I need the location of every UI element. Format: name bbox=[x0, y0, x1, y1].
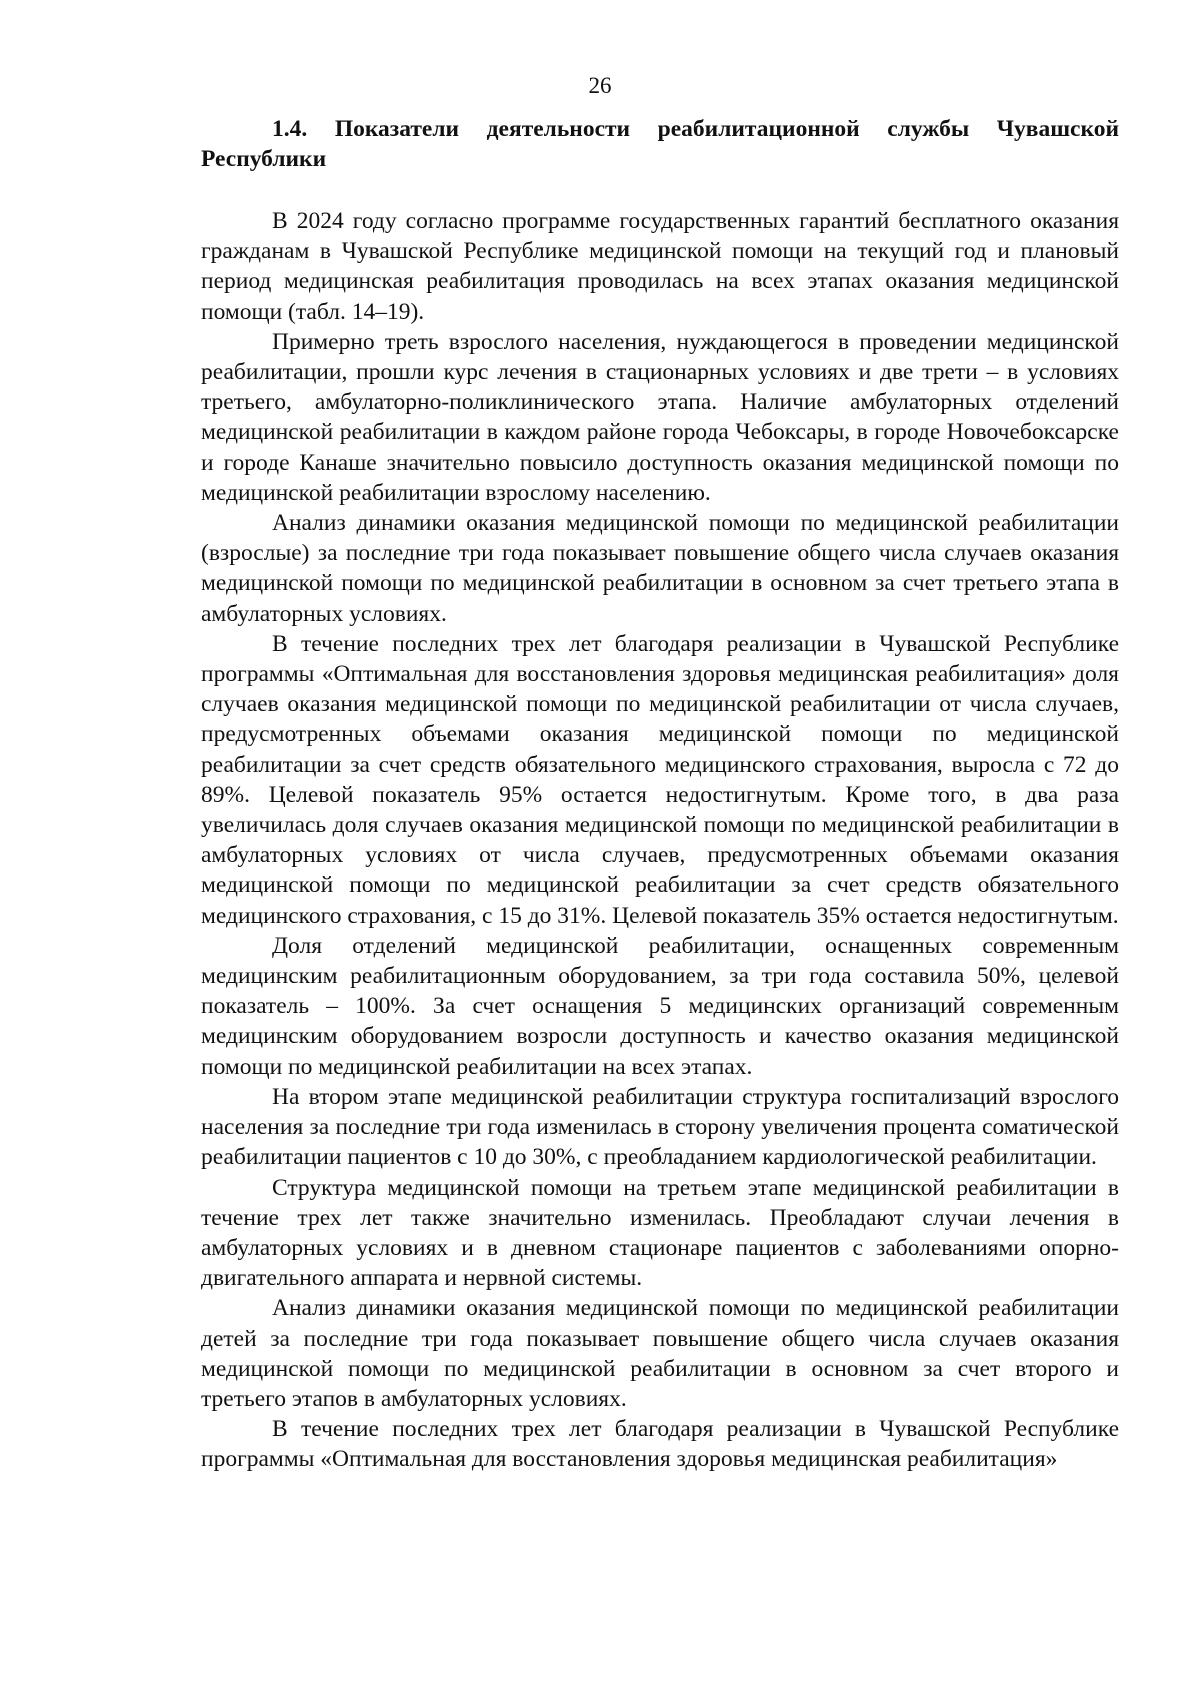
paragraph-8: Анализ динамики оказания медицинской помощи по медицинской реабилитации детей за последние три года показывает повышение общего числа случаев оказания медицинской помощи по медицинской реабилитации в основном за счет второго и третьего этапов в амбулаторных условиях. bbox=[201, 1295, 1119, 1412]
paragraph-6: На втором этапе медицинской реабилитации структура госпитализаций взрослого населения за последние три года изменилась в сторону увеличения процента соматической реабилитации пациентов с 10 до 30%, с преобладанием кардиологической реабилитации. bbox=[201, 1083, 1119, 1171]
paragraph-5: Доля отделений медицинской реабилитации, оснащенных современным медицинским реабилитационным оборудованием, за три года составила 50%, целевой показатель – 100%. За счет оснащения 5 медицинских организаций современным медицинским оборудованием возросли доступность и качество оказания медицинской помощи по медицинской реабилитации на всех этапах. bbox=[201, 932, 1119, 1080]
page-content bbox=[201, 114, 1119, 1475]
body-text bbox=[201, 206, 1119, 1475]
paragraph-1: В 2024 году согласно программе государственных гарантий бесплатного оказания гражданам в Чувашской Республике медицинской помощи на текущий год и плановый период медицинская реабилитация проводилась на всех этапах оказания медицинской помощи (табл. 14–19). bbox=[201, 208, 1119, 325]
paragraph-7: Структура медицинской помощи на третьем этапе медицинской реабилитации в течение трех лет также значительно изменилась. Преобладают случаи лечения в амбулаторных условиях и в дневном стационаре пациентов с заболеваниями опорно-двигательного аппарата и нервной системы. bbox=[201, 1174, 1119, 1292]
paragraph-2: Примерно треть взрослого населения, нуждающегося в проведении медицинской реабилитации, прошли курс лечения в стационарных условиях и две трети – в условиях третьего, амбулаторно-поликлинического этапа. Наличие амбулаторных отделений медицинской реабилитации в каждом районе города Чебоксары, в городе Новочебоксарске и городе Канаше значительно повысило доступность оказания медицинской помощи по медицинской реабилитации взрослому населению. bbox=[201, 328, 1119, 506]
paragraph-4: В течение последних трех лет благодаря реализации в Чувашской Республике программы «Оптимальная для восстановления здоровья медицинская реабилитация» доля случаев оказания медицинской помощи по медицинской реабилитации от числа случаев, предусмотренных объемами оказания медицинской помощи по медицинской реабилитации за счет средств обязательного медицинского страхования, выросла с 72 до 89%. Целевой показатель 95% остается недостигнутым. Кроме того, в два раза увеличилась доля случаев оказания медицинской помощи по медицинской реабилитации в амбулаторных условиях от числа случаев, предусмотренных объемами оказания медицинской помощи по медицинской реабилитации за счет средств обязательного медицинского страхования, с 15 до 31%. Целевой показатель 35% остается недостигнутым. bbox=[201, 630, 1119, 929]
section-title: 1.4. Показатели деятельности реабилитационной службы Чувашской Республики bbox=[201, 116, 1119, 172]
page-number: 26 bbox=[588, 73, 612, 98]
paragraph-3: Анализ динамики оказания медицинской помощи по медицинской реабилитации (взрослые) за последние три года показывает повышение общего числа случаев оказания медицинской помощи по медицинской реабилитации в основном за счет третьего этапа в амбулаторных условиях. bbox=[201, 510, 1119, 627]
paragraph-9: В течение последних трех лет благодаря реализации в Чувашской Республике программы «Оптимальная для восстановления здоровья медицинская реабилитация» bbox=[201, 1416, 1119, 1473]
